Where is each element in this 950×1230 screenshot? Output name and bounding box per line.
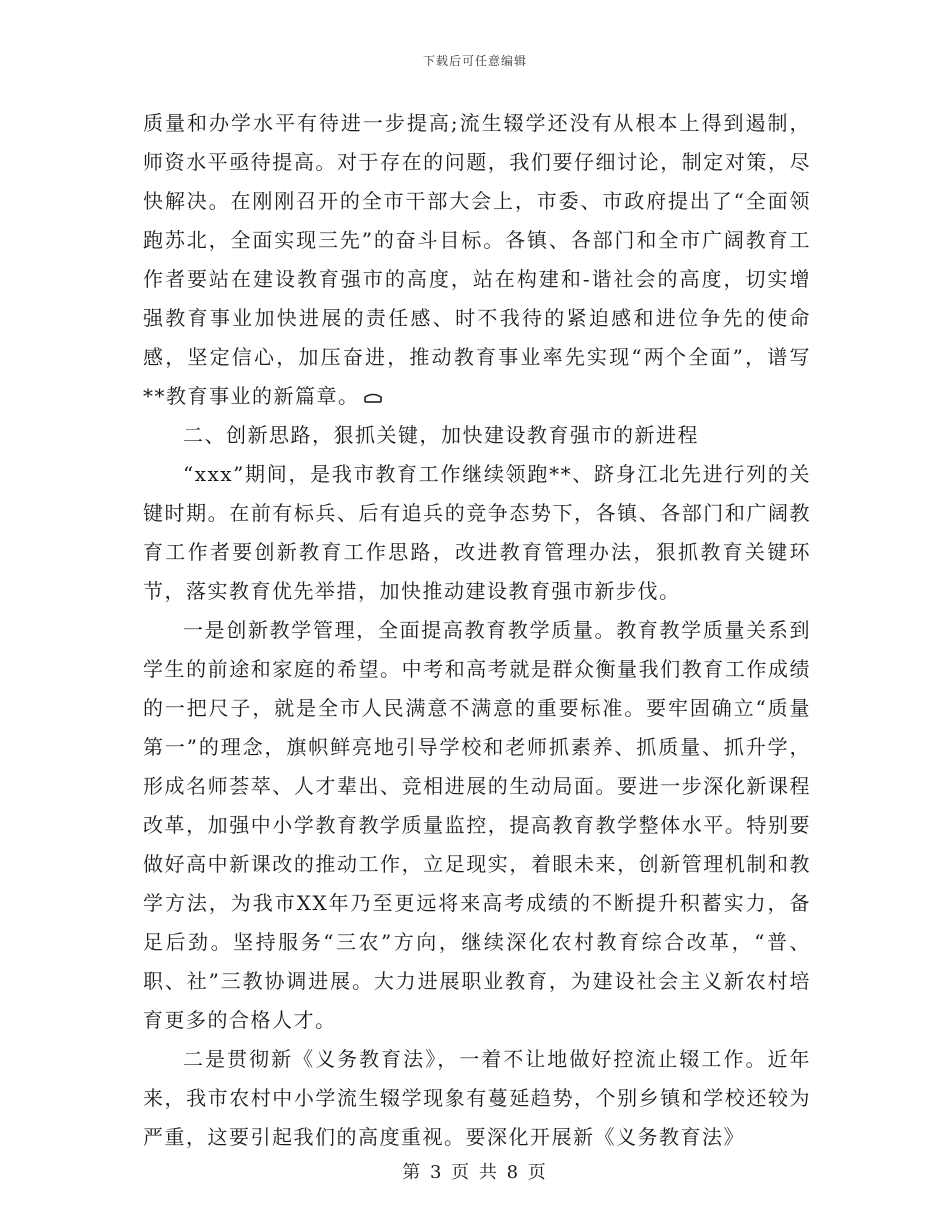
paragraph-5: 二是贯彻新《义务教育法》，一着不让地做好控流止辍工作。近年来，我市农村中小学流生辍学现象有蔓延趋势，个别乡镇和学校还较为严重，这要引起我们的高度重视。要深化开展新《义务教育法》 <box>143 1047 811 1149</box>
header-note: 下载后可任意编辑 <box>422 54 527 68</box>
body-text <box>143 104 811 1157</box>
paragraph-1-text: 质量和办学水平有待进一步提高;流生辍学还没有从根本上得到遏制，师资水平亟待提高。对于存在的问题，我们要仔细讨论，制定对策，尽快解决。在刚刚召开的全市干部大会上，市委、市政府提出了“全面领跑苏北，全面实现三先”的奋斗目标。各镇、各部门和全市广阔教育工作者要站在建设教育强市的高度，站在构建和-谐社会的高度，切实增强教育事业加快进展的责任感、时不我待的紧迫感和进位争先的使命感，坚定信心，加压奋进，推动教育事业率先实现“两个全面”，谱写**教育事业的新篇章。 <box>143 111 811 408</box>
edit-mark-icon <box>364 393 382 403</box>
page-number: 第 3 页 共 8 页 <box>402 1162 548 1183</box>
paragraph-4: 一是创新教学管理，全面提高教育教学质量。教育教学质量关系到学生的前途和家庭的希望。中考和高考就是群众衡量我们教育工作成绩的一把尺子，就是全市人民满意不满意的重要标准。要牢固确立“质量第一”的理念，旗帜鲜亮地引导学校和老师抓素养、抓质量、抓升学，形成名师荟萃、人才辈出、竞相进展的生动局面。要进一步深化新课程改革，加强中小学教育教学质量监控，提高教育教学整体水平。特别要做好高中新课改的推动工作，立足现实，着眼未来，创新管理机制和教学方法，为我市XX年乃至更远将来高考成绩的不断提升积蓄实力，备足后劲。坚持服务“三农”方向，继续深化农村教育综合改革，“普、职、社”三教协调进展。大力进展职业教育，为建设社会主义新农村培育更多的合格人才。 <box>143 618 811 1032</box>
paragraph-3: “xxx”期间，是我市教育工作继续领跑**、跻身江北先进行列的关键时期。在前有标兵、后有追兵的竞争态势下，各镇、各部门和广阔教育工作者要创新教育工作思路，改进教育管理办法，狠抓教育关键环节，落实教育优先举措，加快推动建设教育强市新步伐。 <box>143 462 811 603</box>
section-heading: 二、创新思路，狠抓关键，加快建设教育强市的新进程 <box>183 423 699 447</box>
paragraph-1 <box>143 104 811 416</box>
